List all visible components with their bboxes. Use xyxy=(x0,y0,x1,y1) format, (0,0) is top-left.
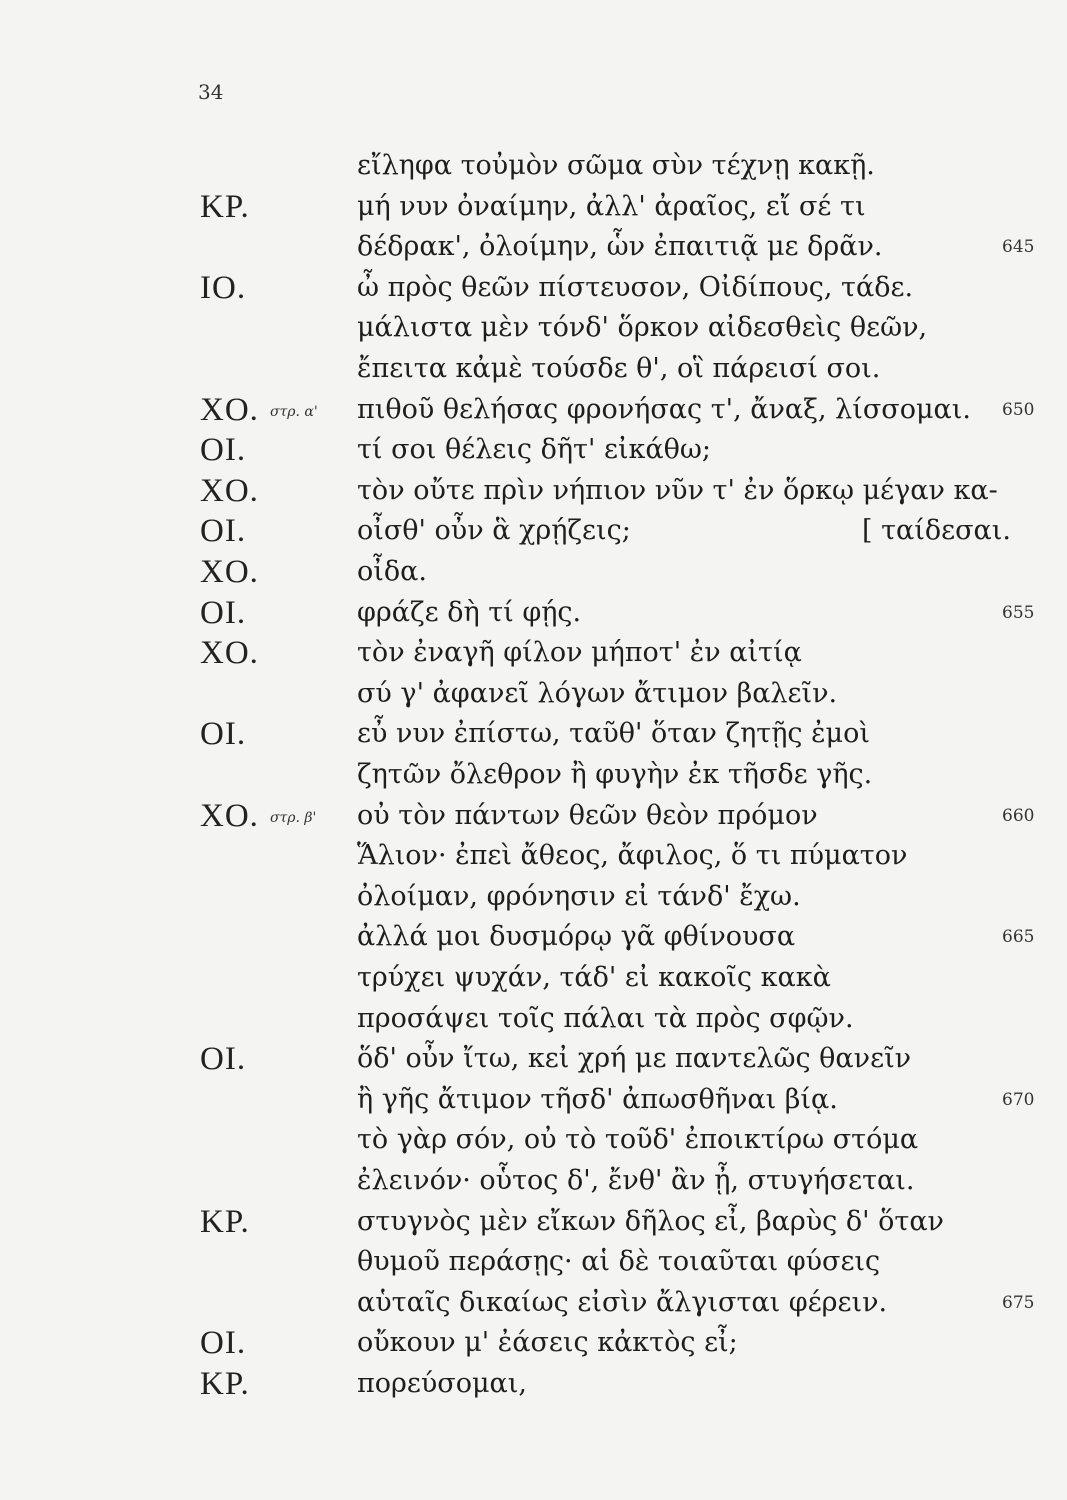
verse-text: αὑταῖς δικαίως εἰσὶν ἄλγισται φέρειν. xyxy=(357,1286,888,1318)
line-number: 650 xyxy=(1002,399,1035,420)
verse-line xyxy=(0,554,1067,596)
speaker-label: ΙΟ. xyxy=(200,269,247,306)
verse-line xyxy=(0,595,1067,637)
line-number: 645 xyxy=(1002,237,1035,258)
speaker-label: ΚΡ. xyxy=(200,1366,250,1402)
verse-line xyxy=(0,879,1067,921)
speaker-label: ΧΟ. xyxy=(200,472,259,509)
verse-text: τὸν οὔτε πρὶν νήπιον νῦν τ' ἐν ὅρκῳ μέγαν κα- xyxy=(357,474,998,506)
speaker-label: ΟΙ. xyxy=(200,1325,247,1362)
verse-text: στυγνὸς μὲν εἴκων δῆλος εἶ, βαρὺς δ' ὅταν xyxy=(357,1205,944,1237)
verse-text: ἔπειτα κἀμὲ τούσδε θ', οἳ πάρεισί σοι. xyxy=(357,353,881,384)
verse-text: ὀλοίμαν, φρόνησιν εἰ τάνδ' ἔχω. xyxy=(357,880,801,912)
verse-line xyxy=(0,1244,1067,1286)
verse-text: Ἅλιον· ἐπεὶ ἄθεος, ἄφιλος, ὅ τι πύματον xyxy=(357,840,908,872)
speaker-label: ΧΟ. xyxy=(200,554,259,590)
verse-text: οἶδα. xyxy=(357,556,427,587)
verse-text: τί σοι θέλεις δῆτ' εἰκάθω; xyxy=(357,434,712,466)
verse-line xyxy=(0,1163,1067,1205)
verse-text: οὐ τὸν πάντων θεῶν θεὸν πρόμον xyxy=(357,799,818,831)
speaker-label: ΧΟ. xyxy=(200,797,259,834)
verse-text: πορεύσομαι, xyxy=(357,1368,527,1399)
speaker-label: ΟΙ. xyxy=(200,513,247,550)
verse-line xyxy=(0,473,1067,515)
verse-text: πιθοῦ θελήσας φρονήσας τ', ἄναξ, λίσσομαι. xyxy=(357,393,971,425)
verse-line xyxy=(0,960,1067,1002)
speaker-label: ΧΟ. xyxy=(200,391,259,428)
verse-line xyxy=(0,716,1067,758)
verse-text: εἴληφα τοὐμὸν σῶμα σὺν τέχνῃ κακῇ. xyxy=(357,150,875,181)
strophe-marker: στρ. β' xyxy=(270,809,317,826)
verse-line xyxy=(0,676,1067,718)
strophe-marker: στρ. α' xyxy=(270,403,318,420)
verse-line xyxy=(0,432,1067,474)
verse-line xyxy=(0,148,1067,190)
verse-text: εὖ νυν ἐπίστω, ταῦθ' ὅταν ζητῇς ἐμοὶ xyxy=(357,718,870,750)
verse-text: τὸ γὰρ σόν, οὐ τὸ τοῦδ' ἐποικτίρω στόμα xyxy=(357,1124,919,1156)
verse-line xyxy=(0,310,1067,352)
page-number: 34 xyxy=(198,80,224,104)
speaker-label: ΟΙ. xyxy=(200,716,247,753)
line-continuation: [ ταίδεσαι. xyxy=(862,515,1011,547)
verse-text: ἀλλά μοι δυσμόρῳ γᾶ φθίνουσα xyxy=(357,921,796,953)
verse-text: φράζε δὴ τί φῄς. xyxy=(357,596,582,628)
verse-line xyxy=(0,919,1067,961)
verse-text: ζητῶν ὄλεθρον ἢ φυγὴν ἐκ τῆσδε γῆς. xyxy=(357,759,873,790)
line-number: 670 xyxy=(1002,1089,1035,1110)
verse-line xyxy=(0,270,1067,312)
verse-text: ἐλεινόν· οὗτος δ', ἔνθ' ἂν ᾖ, στυγήσεται. xyxy=(357,1165,915,1196)
verse-text: σύ γ' ἀφανεῖ λόγων ἄτιμον βαλεῖν. xyxy=(357,677,838,709)
line-number: 660 xyxy=(1002,805,1035,826)
speaker-label: ΟΙ. xyxy=(200,432,247,469)
verse-line xyxy=(0,189,1067,231)
verse-text: ἢ γῆς ἄτιμον τῆσδ' ἀπωσθῆναι βίᾳ. xyxy=(357,1083,838,1115)
verse-text: τὸν ἐναγῆ φίλον μήποτ' ἐν αἰτίᾳ xyxy=(357,637,802,669)
verse-line xyxy=(0,513,1067,555)
verse-text: μή νυν ὀναίμην, ἀλλ' ἀραῖος, εἴ σέ τι xyxy=(357,190,866,222)
verse-line xyxy=(0,351,1067,393)
verse-text: μάλιστα μὲν τόνδ' ὅρκον αἰδεσθεὶς θεῶν, xyxy=(357,312,928,344)
verse-text: οὔκουν μ' ἐάσεις κἀκτὸς εἶ; xyxy=(357,1327,738,1359)
verse-text: θυμοῦ περάσῃς· αἱ δὲ τοιαῦται φύσεις xyxy=(357,1246,881,1278)
verse-line xyxy=(0,1082,1067,1124)
speaker-label: ΧΟ. xyxy=(200,635,259,672)
verse-line xyxy=(0,1001,1067,1043)
verse-line xyxy=(0,1285,1067,1327)
speaker-label: ΟΙ. xyxy=(200,1041,247,1078)
line-number: 675 xyxy=(1002,1292,1035,1313)
line-number: 665 xyxy=(1002,927,1035,948)
verse-line xyxy=(0,1041,1067,1083)
verse-line xyxy=(0,392,1067,434)
verse-line xyxy=(0,229,1067,271)
verse-line xyxy=(0,1204,1067,1246)
verse-line xyxy=(0,1122,1067,1164)
verse-line xyxy=(0,838,1067,880)
speaker-label: ΚΡ. xyxy=(200,188,250,225)
verse-line xyxy=(0,1366,1067,1408)
verse-text: τρύχει ψυχάν, τάδ' εἰ κακοῖς κακὰ xyxy=(357,962,831,993)
verse-line xyxy=(0,635,1067,677)
line-number: 655 xyxy=(1002,602,1035,623)
verse-text: ὅδ' οὖν ἴτω, κεἰ χρή με παντελῶς θανεῖν xyxy=(357,1043,912,1075)
verse-line xyxy=(0,757,1067,799)
verse-line xyxy=(0,798,1067,840)
verse-text: οἶσθ' οὖν ἃ χρῄζεις; xyxy=(357,515,631,547)
verse-text: δέδρακ', ὀλοίμην, ὧν ἐπαιτιᾷ με δρᾶν. xyxy=(357,231,883,263)
verse-text: ὦ πρὸς θεῶν πίστευσον, Οἰδίπους, τάδε. xyxy=(357,271,914,303)
verse-text: προσάψει τοῖς πάλαι τὰ πρὸς σφῷν. xyxy=(357,1002,854,1034)
speaker-label: ΚΡ. xyxy=(200,1203,250,1240)
verse-line xyxy=(0,1325,1067,1367)
speaker-label: ΟΙ. xyxy=(200,594,247,631)
